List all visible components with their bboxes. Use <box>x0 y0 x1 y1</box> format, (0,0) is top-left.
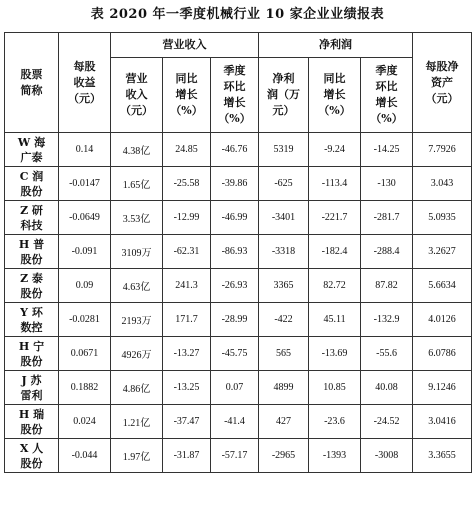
cell-navps: 3.043 <box>413 167 472 201</box>
table-row <box>5 235 472 269</box>
cell-prof-yoy: -23.6 <box>309 405 361 439</box>
cell-profit: 3365 <box>259 269 309 303</box>
cell-revenue: 1.21亿 <box>111 405 163 439</box>
cell-rev-yoy: -13.27 <box>163 337 211 371</box>
cell-navps: 4.0126 <box>413 303 472 337</box>
cell-revenue: 1.65亿 <box>111 167 163 201</box>
header-profit: 净利 润（万 元） <box>259 58 309 133</box>
cell-eps: -0.0649 <box>59 201 111 235</box>
cell-prof-qoq: -132.9 <box>361 303 413 337</box>
cell-prof-qoq: -24.52 <box>361 405 413 439</box>
table-row <box>5 405 472 439</box>
cell-eps: 0.0671 <box>59 337 111 371</box>
cell-rev-yoy: 24.85 <box>163 133 211 167</box>
header-stock-name: 股票 简称 <box>5 33 59 133</box>
cell-eps: 0.14 <box>59 133 111 167</box>
cell-stock-name: W 海 广泰 <box>5 133 59 167</box>
cell-prof-qoq: -288.4 <box>361 235 413 269</box>
cell-eps: -0.0281 <box>59 303 111 337</box>
cell-profit: -422 <box>259 303 309 337</box>
header-profit-yoy: 同比 增长 （%） <box>309 58 361 133</box>
header-revenue-qoq: 季度 环比 增长 （%） <box>211 58 259 133</box>
table-title: 表 2020 年一季度机械行业 10 家企业业绩报表 <box>90 7 385 22</box>
cell-prof-yoy: 82.72 <box>309 269 361 303</box>
cell-prof-qoq: -3008 <box>361 439 413 473</box>
cell-rev-qoq: -26.93 <box>211 269 259 303</box>
cell-prof-yoy: 10.85 <box>309 371 361 405</box>
cell-rev-yoy: -37.47 <box>163 405 211 439</box>
header-revenue-group: 营业收入 <box>111 33 259 58</box>
cell-prof-yoy: -113.4 <box>309 167 361 201</box>
cell-revenue: 1.97亿 <box>111 439 163 473</box>
header-profit-group: 净利润 <box>259 33 413 58</box>
cell-eps: -0.044 <box>59 439 111 473</box>
cell-profit: 5319 <box>259 133 309 167</box>
cell-stock-name: Z 研 科技 <box>5 201 59 235</box>
cell-profit: 565 <box>259 337 309 371</box>
cell-revenue: 4.86亿 <box>111 371 163 405</box>
table-row <box>5 201 472 235</box>
cell-eps: -0.0147 <box>59 167 111 201</box>
cell-rev-yoy: -13.25 <box>163 371 211 405</box>
cell-rev-qoq: -57.17 <box>211 439 259 473</box>
cell-stock-name: Y 环 数控 <box>5 303 59 337</box>
header-row-group <box>5 33 472 58</box>
cell-prof-yoy: -9.24 <box>309 133 361 167</box>
cell-rev-qoq: -28.99 <box>211 303 259 337</box>
table-row <box>5 269 472 303</box>
cell-rev-qoq: -46.99 <box>211 201 259 235</box>
cell-eps: 0.09 <box>59 269 111 303</box>
cell-rev-qoq: -39.86 <box>211 167 259 201</box>
cell-rev-yoy: -62.31 <box>163 235 211 269</box>
table-row <box>5 303 472 337</box>
cell-eps: -0.091 <box>59 235 111 269</box>
cell-stock-name: X 人 股份 <box>5 439 59 473</box>
header-profit-qoq: 季度 环比 增长 （%） <box>361 58 413 133</box>
header-eps: 每股 收益（元） <box>59 33 111 133</box>
header-revenue-yoy: 同比 增长 （%） <box>163 58 211 133</box>
cell-navps: 3.2627 <box>413 235 472 269</box>
table-row <box>5 133 472 167</box>
table-row <box>5 337 472 371</box>
cell-navps: 9.1246 <box>413 371 472 405</box>
cell-stock-name: C 润 股份 <box>5 167 59 201</box>
cell-prof-qoq: 40.08 <box>361 371 413 405</box>
cell-rev-qoq: -45.75 <box>211 337 259 371</box>
table-row <box>5 167 472 201</box>
cell-navps: 5.0935 <box>413 201 472 235</box>
cell-profit: -625 <box>259 167 309 201</box>
cell-stock-name: H 瑞 股份 <box>5 405 59 439</box>
cell-revenue: 2193万 <box>111 303 163 337</box>
cell-prof-yoy: -13.69 <box>309 337 361 371</box>
cell-prof-yoy: -1393 <box>309 439 361 473</box>
cell-rev-yoy: -25.58 <box>163 167 211 201</box>
cell-rev-qoq: -86.93 <box>211 235 259 269</box>
table-row <box>5 371 472 405</box>
cell-revenue: 3109万 <box>111 235 163 269</box>
cell-prof-qoq: -281.7 <box>361 201 413 235</box>
cell-revenue: 4926万 <box>111 337 163 371</box>
cell-rev-qoq: 0.07 <box>211 371 259 405</box>
cell-eps: 0.024 <box>59 405 111 439</box>
cell-rev-yoy: -12.99 <box>163 201 211 235</box>
cell-rev-qoq: -46.76 <box>211 133 259 167</box>
cell-revenue: 4.38亿 <box>111 133 163 167</box>
cell-profit: -3318 <box>259 235 309 269</box>
cell-stock-name: Z 泰 股份 <box>5 269 59 303</box>
cell-rev-qoq: -41.4 <box>211 405 259 439</box>
header-navps: 每股净 资产 （元） <box>413 33 472 133</box>
cell-prof-qoq: 87.82 <box>361 269 413 303</box>
cell-stock-name: H 宁 股份 <box>5 337 59 371</box>
cell-profit: -3401 <box>259 201 309 235</box>
cell-profit: -2965 <box>259 439 309 473</box>
cell-revenue: 4.63亿 <box>111 269 163 303</box>
table-row <box>5 439 472 473</box>
cell-prof-qoq: -130 <box>361 167 413 201</box>
performance-table <box>4 32 472 473</box>
cell-stock-name: H 普 股份 <box>5 235 59 269</box>
cell-prof-yoy: -182.4 <box>309 235 361 269</box>
cell-stock-name: J 苏 雷利 <box>5 371 59 405</box>
header-revenue: 营业 收入 （元） <box>111 58 163 133</box>
cell-rev-yoy: -31.87 <box>163 439 211 473</box>
cell-prof-yoy: 45.11 <box>309 303 361 337</box>
cell-navps: 3.3655 <box>413 439 472 473</box>
cell-navps: 7.7926 <box>413 133 472 167</box>
cell-prof-yoy: -221.7 <box>309 201 361 235</box>
cell-prof-qoq: -55.6 <box>361 337 413 371</box>
cell-profit: 427 <box>259 405 309 439</box>
table-body <box>5 133 472 473</box>
cell-navps: 6.0786 <box>413 337 472 371</box>
cell-profit: 4899 <box>259 371 309 405</box>
cell-eps: 0.1882 <box>59 371 111 405</box>
cell-navps: 5.6634 <box>413 269 472 303</box>
cell-navps: 3.0416 <box>413 405 472 439</box>
cell-rev-yoy: 241.3 <box>163 269 211 303</box>
cell-revenue: 3.53亿 <box>111 201 163 235</box>
cell-prof-qoq: -14.25 <box>361 133 413 167</box>
cell-rev-yoy: 171.7 <box>163 303 211 337</box>
